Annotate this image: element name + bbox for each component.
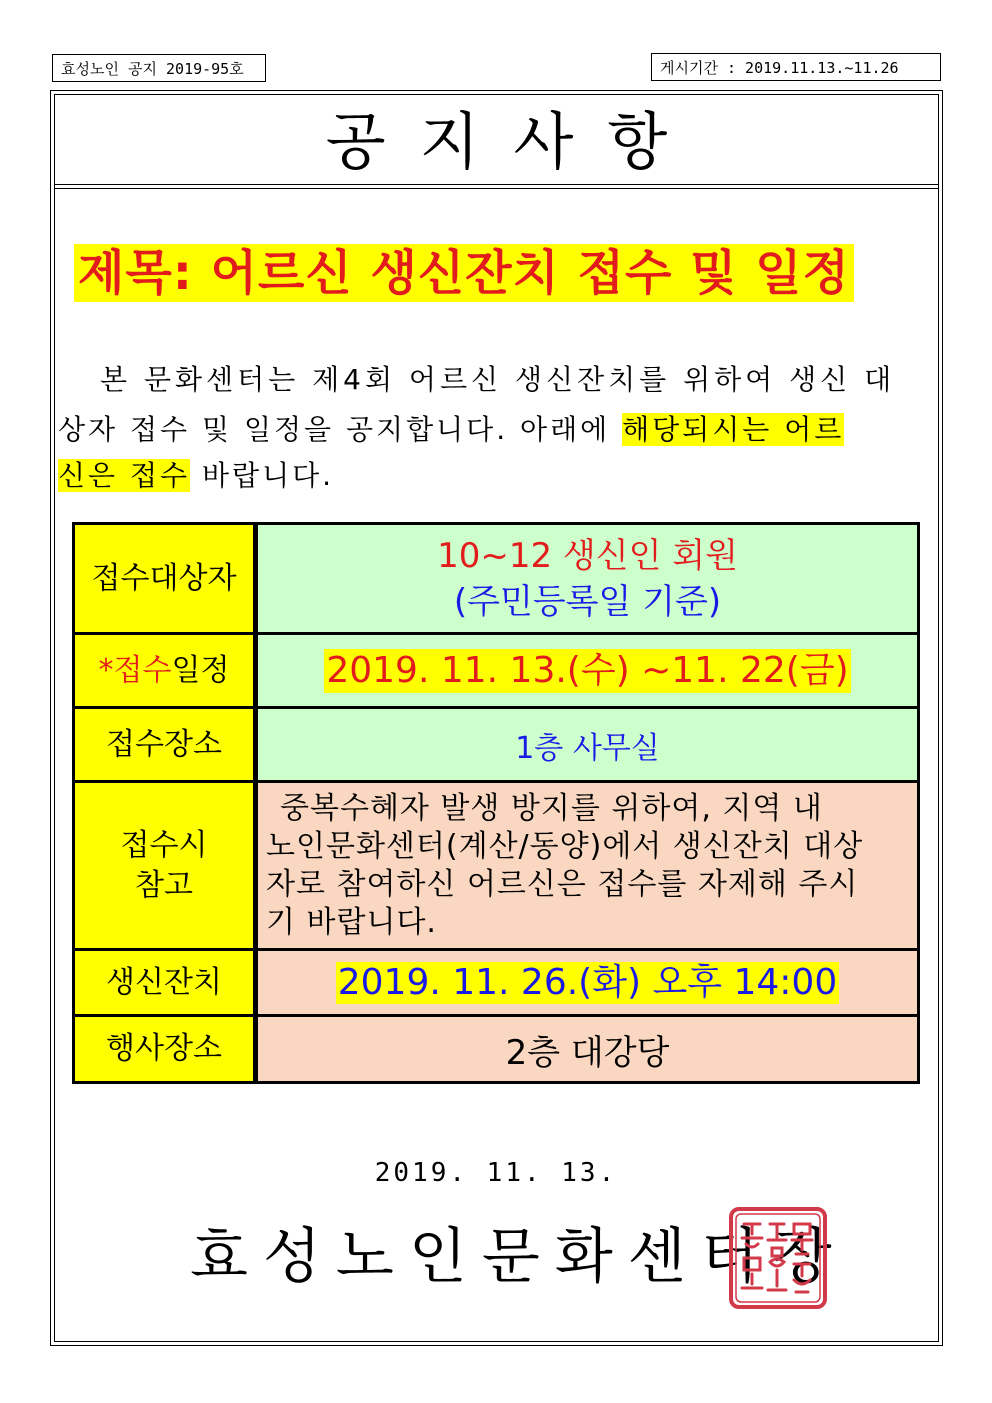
value-target [258, 525, 917, 632]
table-row-party [75, 951, 917, 1017]
label-party: 생신잔치 [75, 951, 258, 1014]
venue-value: 2층 대강당 [505, 1032, 670, 1073]
table-row-note [75, 783, 917, 951]
party-value: 2019. 11. 26.(화) 오후 14:00 [337, 961, 838, 1003]
table-row-place [75, 709, 917, 783]
organization-name: 효성노인문화센터장 [190, 1222, 847, 1292]
value-place [258, 709, 917, 780]
schedule-value: 2019. 11. 13.(수) ~11. 22(금) [326, 649, 849, 691]
body-line-3 [58, 452, 932, 500]
label-note-text [121, 826, 208, 906]
notice-number: 효성노인 공지 2019-95호 [52, 54, 266, 82]
body-line-1: 본 문화센터는 제4회 어르신 생신잔치를 위하여 생신 대 [100, 363, 896, 396]
table-row-venue [75, 1017, 917, 1081]
value-note [258, 783, 917, 948]
body-line-2 [58, 406, 932, 454]
issue-date: 2019. 11. 13. [374, 1158, 618, 1188]
label-target: 접수대상자 [75, 525, 258, 632]
label-note-line-1: 접수시 [120, 827, 208, 863]
body-line-2-text: 상자 접수 및 일정을 공지합니다. 아래에 [58, 413, 623, 446]
target-line-2: (주민등록일 기준) [453, 581, 722, 622]
note-line-2: 노인문화센터(계산/동양)에서 생신잔치 대상 [266, 828, 864, 864]
posting-period: 게시기간 : 2019.11.13.~11.26 [651, 53, 941, 81]
body-line-3-text: 바랍니다. [190, 459, 335, 492]
label-place: 접수장소 [75, 709, 258, 780]
label-schedule-star: *접수 [98, 652, 172, 688]
note-line-1: 중복수혜자 발생 방지를 위하여, 지역 내 [280, 790, 823, 826]
note-line-4: 기 바랍니다. [266, 904, 437, 940]
official-seal [728, 1206, 828, 1310]
label-schedule [75, 635, 258, 706]
label-note [75, 783, 258, 948]
body-highlight-1: 해당되시는 어르 [622, 413, 845, 446]
table-row-schedule [75, 635, 917, 709]
note-line-3: 자로 참여하신 어르신은 접수를 자제해 주시 [266, 866, 859, 902]
value-schedule [258, 635, 917, 706]
value-venue [258, 1017, 917, 1081]
title-divider-inner [54, 188, 939, 189]
table-row-target [75, 525, 917, 635]
target-line-1: 10~12 생신인 회원 [437, 535, 738, 576]
place-value: 1층 사무실 [515, 730, 660, 766]
body-highlight-2: 신은 접수 [58, 459, 191, 492]
label-note-line-2: 참고 [135, 867, 193, 903]
notice-subject: 제목: 어르신 생신잔치 접수 및 일정 [74, 244, 854, 302]
label-schedule-rest: 일정 [171, 652, 230, 688]
info-table [72, 522, 920, 1084]
title-divider [54, 184, 939, 185]
label-venue: 행사장소 [75, 1017, 258, 1081]
value-party [258, 951, 917, 1014]
page-title: 공지사항 [325, 105, 702, 178]
